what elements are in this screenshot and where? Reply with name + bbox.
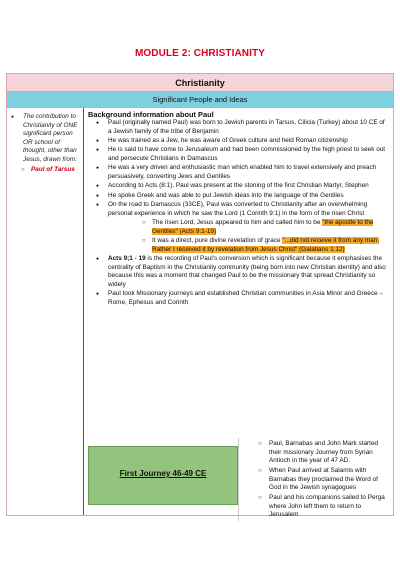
journey-title: First Journey 46-49 CE <box>119 469 207 478</box>
sub-list-item: ○ Paul and his companions sailed to Perga where John left them to return to Jerusalem <box>239 494 389 520</box>
sub-text: The risen Lord, Jesus appeared to him and called him to be <box>152 218 323 226</box>
acts-reference: Acts 9;1 - 19 <box>108 254 146 262</box>
list-item: ● He spoke Greek and was able to put Jewish ideas into the language of the Gentiles <box>88 192 389 201</box>
syllabus-column <box>7 108 84 515</box>
significant-person: ○ Paul of Tarsus <box>11 166 80 175</box>
list-item: ● Paul (originally named Paul) was born to Jewish parents in Tarsus, Cilicia (Turkey) about 10 CE of a Jewish family of the tribe of Benjamin <box>88 119 389 136</box>
christianity-table <box>6 73 394 519</box>
damascus-text: On the road to Damascus (33CE), Paul was converted to Christianity after an overwhelming personal experience in which he saw the Lord (1 Corinth 9:1) in the form of the risen Christ <box>108 200 368 217</box>
highlighted-quote: "the apostle to the Gentiles" (Acts 9:1-19) <box>152 218 374 235</box>
list-item: ● According to Acts (8:1), Paul was present at the stoning of the first Christian Martyr, Stephen <box>88 182 389 191</box>
notes-column <box>84 108 393 519</box>
table-subtitle: Significant People and Ideas <box>7 92 393 108</box>
journey-box <box>88 446 238 505</box>
journey-notes <box>238 438 389 521</box>
syllabus-text: ● The contribution to Christianity of ONE significant person OR school of thought, other than Jesus, drawn from: <box>11 113 80 165</box>
sub-list-item <box>108 219 389 236</box>
list-item: ● He was a very driven and enthusiastic man which enabled him to travel extensively and preach persuasively, converting Jews and Gentiles <box>88 164 389 181</box>
list-item: ● Paul took Missionary journeys and established Christian communities in Asia Minor and Greece→ Rome, Ephesus and Corinth <box>88 290 389 307</box>
background-heading: Background information about Paul <box>88 110 214 119</box>
table-body <box>7 108 393 519</box>
sub-list-item <box>108 237 389 254</box>
sub-list-item: ○ Paul, Barnabas and John Mark started their missionary Journey from Syrian Antioch in the year of 47 AD. <box>239 440 389 466</box>
conversion-sublist <box>108 219 389 254</box>
list-item <box>88 255 389 290</box>
sub-list-item: ○ When Paul arrived at Salamis with Barnabas they proclaimed the Word of God in the Jewish synagogues <box>239 467 389 493</box>
list-item: ● He was trained as a Jew, he was aware of Greek culture and held Roman citizenship <box>88 137 389 146</box>
highlighted-quote: "...did not receive it from any man. Rather I received it by revelation from Jesus Christ" (Galatians 1:12) <box>152 236 380 253</box>
list-item <box>88 201 389 254</box>
module-title: MODULE 2: CHRISTIANITY <box>135 48 265 59</box>
sub-text: It was a direct, pure divine revelation of grace <box>152 236 283 244</box>
acts-text: is the recording of Paul's conversion which is significant because it emphasises the centrality of Baptism in the Christianity community (being born into new Christian identity) and also because this was a moment that changed Paul to be the missionary that spread Christianity so widely <box>108 254 386 288</box>
journey-list <box>239 440 389 520</box>
background-list <box>88 119 389 308</box>
table-title: Christianity <box>7 74 393 92</box>
list-item: ● He is said to have come to Jerusaleum and had been commissioned by the high priest to seek out and persecute Christians in Damascus <box>88 146 389 163</box>
